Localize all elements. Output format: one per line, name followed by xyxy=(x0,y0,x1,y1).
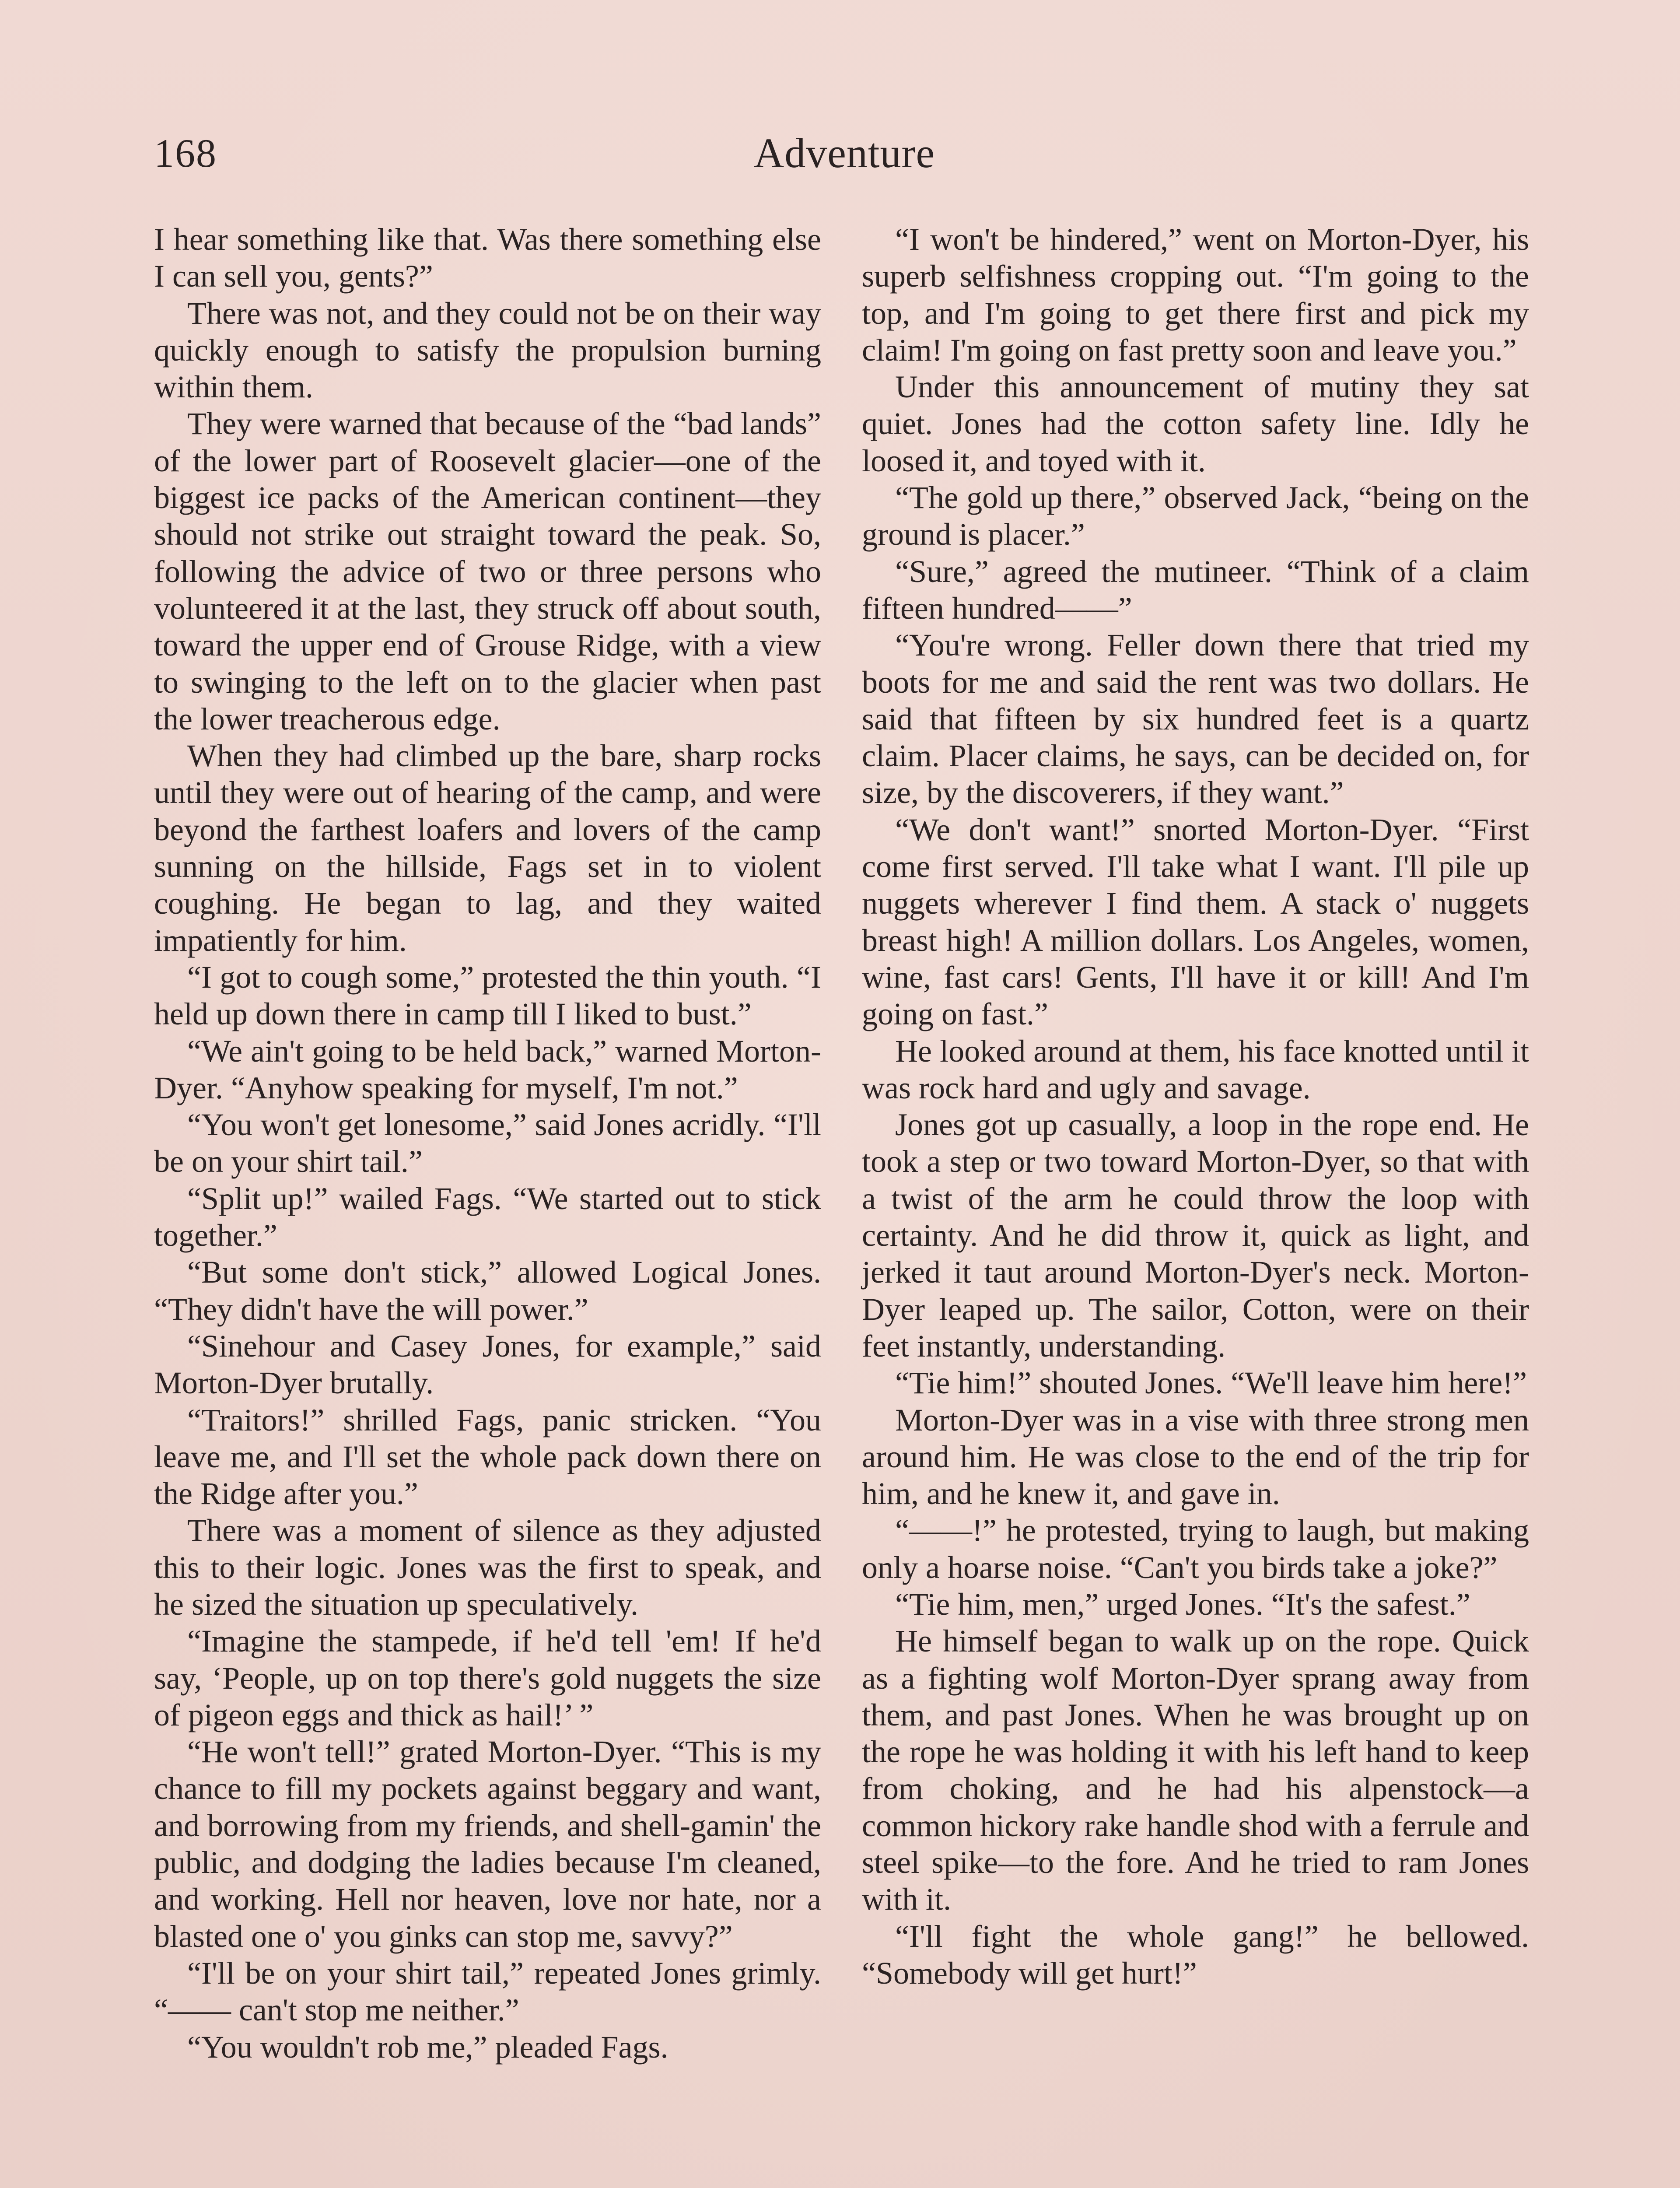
paragraph: “I'll be on your shirt tail,” repeated Jones grimly. “—— can't stop me neither.” xyxy=(154,1955,821,2028)
paragraph: I hear something like that. Was there something else I can sell you, gents?” xyxy=(154,222,821,294)
paragraph: “You're wrong. Feller down there that tried my boots for me and said the rent was two dollars. He said that fifteen by six hundred feet is a quartz claim. Placer claims, he says, can be decided on, for size, by the discoverers, if they want.” xyxy=(862,628,1529,810)
paragraph: “Tie him, men,” urged Jones. “It's the safest.” xyxy=(895,1586,1470,1622)
left-column xyxy=(154,221,821,2065)
right-column xyxy=(862,221,1529,1992)
paragraph: There was not, and they could not be on their way quickly enough to satisfy the propulsion burning within them. xyxy=(154,295,821,405)
paragraph: Jones got up casually, a loop in the rope end. He took a step or two toward Morton-Dyer, so that with a twist of the arm he could throw the loop with certainty. And he did throw it, quick as light, and jerked it taut around Morton-Dyer's neck. Morton-Dyer leaped up. The sailor, Cotton, were on their feet instantly, understanding. xyxy=(862,1107,1529,1364)
paragraph: There was a moment of silence as they adjusted this to their logic. Jones was the first to speak, and he sized the situation up speculatively. xyxy=(154,1513,821,1622)
paragraph: “The gold up there,” observed Jack, “being on the ground is placer.” xyxy=(862,480,1529,552)
paragraph: “But some don't stick,” allowed Logical Jones. “They didn't have the will power.” xyxy=(154,1255,821,1327)
paragraph: Morton-Dyer was in a vise with three strong men around him. He was close to the end of the trip for him, and he knew it, and gave in. xyxy=(862,1402,1529,1511)
paragraph: “Sinehour and Casey Jones, for example,” said Morton-Dyer brutally. xyxy=(154,1328,821,1401)
paragraph: “He won't tell!” grated Morton-Dyer. “This is my chance to fill my pockets against beggary and want, and borrowing from my friends, and shell-gamin' the public, and dodging the ladies because I'm cleaned, and working. Hell nor heaven, love nor hate, nor a blasted one o' you ginks can stop me, savvy?” xyxy=(154,1734,821,1954)
paragraph: “You wouldn't rob me,” pleaded Fags. xyxy=(187,2029,668,2065)
page-number: 168 xyxy=(154,131,217,175)
paragraph: They were warned that because of the “bad lands” of the lower part of Roosevelt glacier—one of the biggest ice packs of the American continent—they should not strike out straight toward the peak. So, following the advice of two or three persons who volunteered it at the last, they struck off about south, toward the upper end of Grouse Ridge, with a view to swinging to the left on to the glacier when past the lower treacherous edge. xyxy=(154,406,821,736)
running-head: Adventure xyxy=(753,130,935,176)
paragraph: “I'll fight the whole gang!” he bellowed. “Somebody will get hurt!” xyxy=(862,1918,1529,1991)
paragraph: “——!” he protested, trying to laugh, but making only a hoarse noise. “Can't you birds take a joke?” xyxy=(862,1513,1529,1585)
paragraph: “Sure,” agreed the mutineer. “Think of a claim fifteen hundred——” xyxy=(862,554,1529,626)
paragraph: “We ain't going to be held back,” warned Morton-Dyer. “Anyhow speaking for myself, I'm not.” xyxy=(154,1033,821,1105)
paragraph: “Tie him!” shouted Jones. “We'll leave him here!” xyxy=(895,1365,1527,1401)
page-header xyxy=(154,127,1535,179)
paragraph: “Traitors!” shrilled Fags, panic stricken. “You leave me, and I'll set the whole pack down there on the Ridge after you.” xyxy=(154,1402,821,1511)
paragraph: When they had climbed up the bare, sharp rocks until they were out of hearing of the camp, and were beyond the farthest loafers and lovers of the camp sunning on the hillside, Fags set in to violent coughing. He began to lag, and they waited impatiently for him. xyxy=(154,738,821,958)
paragraph: He himself began to walk up on the rope. Quick as a fighting wolf Morton-Dyer sprang away from them, and past Jones. When he was brought up on the rope he was holding it with his left hand to keep from choking, and he had his alpenstock—a common hickory rake handle shod with a ferrule and steel spike—to the fore. And he tried to ram Jones with it. xyxy=(862,1623,1529,1917)
paragraph: He looked around at them, his face knotted until it was rock hard and ugly and savage. xyxy=(862,1033,1529,1105)
paragraph: “I got to cough some,” protested the thin youth. “I held up down there in camp till I liked to bust.” xyxy=(154,959,821,1032)
paragraph: “I won't be hindered,” went on Morton-Dyer, his superb selfishness cropping out. “I'm going to the top, and I'm going to get there first and pick my claim! I'm going on fast pretty soon and leave you.” xyxy=(862,222,1529,368)
paragraph: “Imagine the stampede, if he'd tell 'em! If he'd say, ‘People, up on top there's gold nuggets the size of pigeon eggs and thick as hail!’ ” xyxy=(154,1623,821,1732)
paragraph: “You won't get lonesome,” said Jones acridly. “I'll be on your shirt tail.” xyxy=(154,1107,821,1179)
paragraph: Under this announcement of mutiny they sat quiet. Jones had the cotton safety line. Idly he loosed it, and toyed with it. xyxy=(862,369,1529,478)
paragraph: “We don't want!” snorted Morton-Dyer. “First come first served. I'll take what I want. I'll pile up nuggets wherever I find them. A stack o' nuggets breast high! A million dollars. Los Angeles, women, wine, fast cars! Gents, I'll have it or kill! And I'm going on fast.” xyxy=(862,812,1529,1032)
paragraph: “Split up!” wailed Fags. “We started out to stick together.” xyxy=(154,1181,821,1253)
